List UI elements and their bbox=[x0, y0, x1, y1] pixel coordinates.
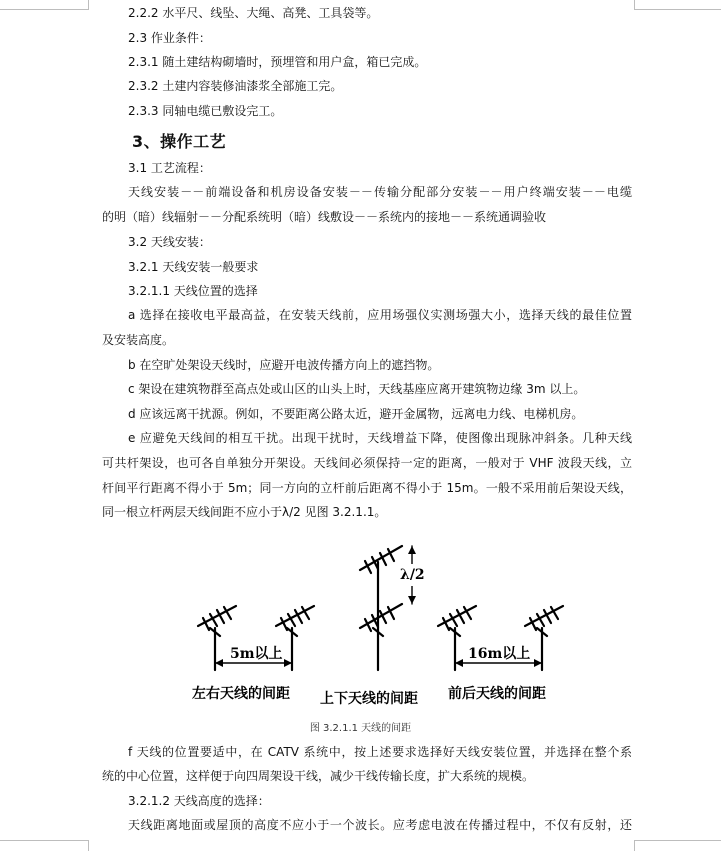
page-corner-mark bbox=[0, 840, 89, 851]
section-title: 3.1 工艺流程： bbox=[128, 161, 211, 175]
paragraph-line: 及安装高度。 bbox=[102, 333, 175, 347]
caption-front-back: 前后天线的间距 bbox=[448, 686, 546, 702]
paragraph-line: 杆间平行距离不得小于 5m；同一方向的立杆前后距离不得小于 15m。一般不采用前后架设天线， bbox=[102, 481, 632, 495]
paragraph-line: f 天线的位置要适中，在 CATV 系统中，按上述要求选择好天线安装位置，并选择在整个系 bbox=[128, 745, 632, 759]
paragraph-line: b 在空旷处架设天线时，应避开电波传播方向上的遮挡物。 bbox=[128, 358, 440, 372]
section-title: 3.2.1.1 天线位置的选择 bbox=[128, 284, 258, 298]
heading-operation-process: 3、操作工艺 bbox=[132, 132, 227, 151]
label-16m: 16m以上 bbox=[468, 646, 531, 662]
antenna-spacing-figure bbox=[190, 540, 570, 712]
page-corner-mark bbox=[634, 840, 721, 851]
paragraph-line: 2.3.2 土建内容装修油漆浆全部施工完。 bbox=[128, 79, 343, 93]
paragraph-line: e 应避免天线间的相互干扰。出现干扰时，天线增益下降，使图像出现脉冲斜条。几种天线 bbox=[128, 431, 632, 445]
section-title: 2.3 作业条件： bbox=[128, 31, 211, 45]
section-title: 3.2 天线安装： bbox=[128, 235, 211, 249]
paragraph-line: 天线距离地面或屋顶的高度不应小于一个波长。应考虑电波在传播过程中，不仅有反射，还 bbox=[128, 818, 632, 832]
paragraph-line: a 选择在接收电平最高益，在安装天线前，应用场强仪实测场强大小，选择天线的最佳位置 bbox=[128, 308, 632, 322]
caption-top-bottom: 上下天线的间距 bbox=[320, 691, 418, 707]
page-corner-mark bbox=[0, 0, 89, 10]
paragraph-line: 可共杆架设，也可各自单独分开架设。天线间必须保持一定的距离，一般对于 VHF 波段天线，立 bbox=[102, 456, 632, 470]
paragraph-line: 2.2.2 水平尺、线坠、大绳、高凳、工具袋等。 bbox=[128, 6, 379, 20]
caption-left-right: 左右天线的间距 bbox=[192, 686, 290, 702]
paragraph-line: c 架设在建筑物群至高点处或山区的山头上时，天线基座应离开建筑物边缘 3m 以上。 bbox=[128, 382, 586, 396]
section-title: 3.2.1 天线安装一般要求 bbox=[128, 260, 259, 274]
paragraph-line: 2.3.3 同轴电缆已敷设完工。 bbox=[128, 104, 283, 118]
page-corner-mark bbox=[634, 0, 721, 10]
paragraph-line: 的明（暗）线辐射－－分配系统明（暗）线敷设－－系统内的接地－－系统通调验收 bbox=[102, 210, 547, 224]
label-half-wavelength: λ/2 bbox=[400, 567, 425, 583]
paragraph-line: d 应该远离干扰源。例如，不要距离公路太近，避开金属物，远离电力线、电梯机房。 bbox=[128, 407, 584, 421]
figure-caption: 图 3.2.1.1 天线的间距 bbox=[309, 723, 412, 734]
paragraph-line: 天线安装－－前端设备和机房设备安装－－传输分配部分安装－－用户终端安装－－电缆 bbox=[128, 185, 632, 199]
paragraph-line: 2.3.1 随土建结构砌墙时，预埋管和用户盒，箱已完成。 bbox=[128, 55, 427, 69]
label-5m: 5m以上 bbox=[230, 646, 283, 662]
paragraph-line: 统的中心位置，这样便于向四周架设干线，减少干线传输长度，扩大系统的规模。 bbox=[102, 769, 535, 783]
section-title: 3.2.1.2 天线高度的选择： bbox=[128, 794, 270, 808]
paragraph-line: 同一根立杆两层天线间距不应小于λ/2 见图 3.2.1.1。 bbox=[102, 505, 387, 519]
